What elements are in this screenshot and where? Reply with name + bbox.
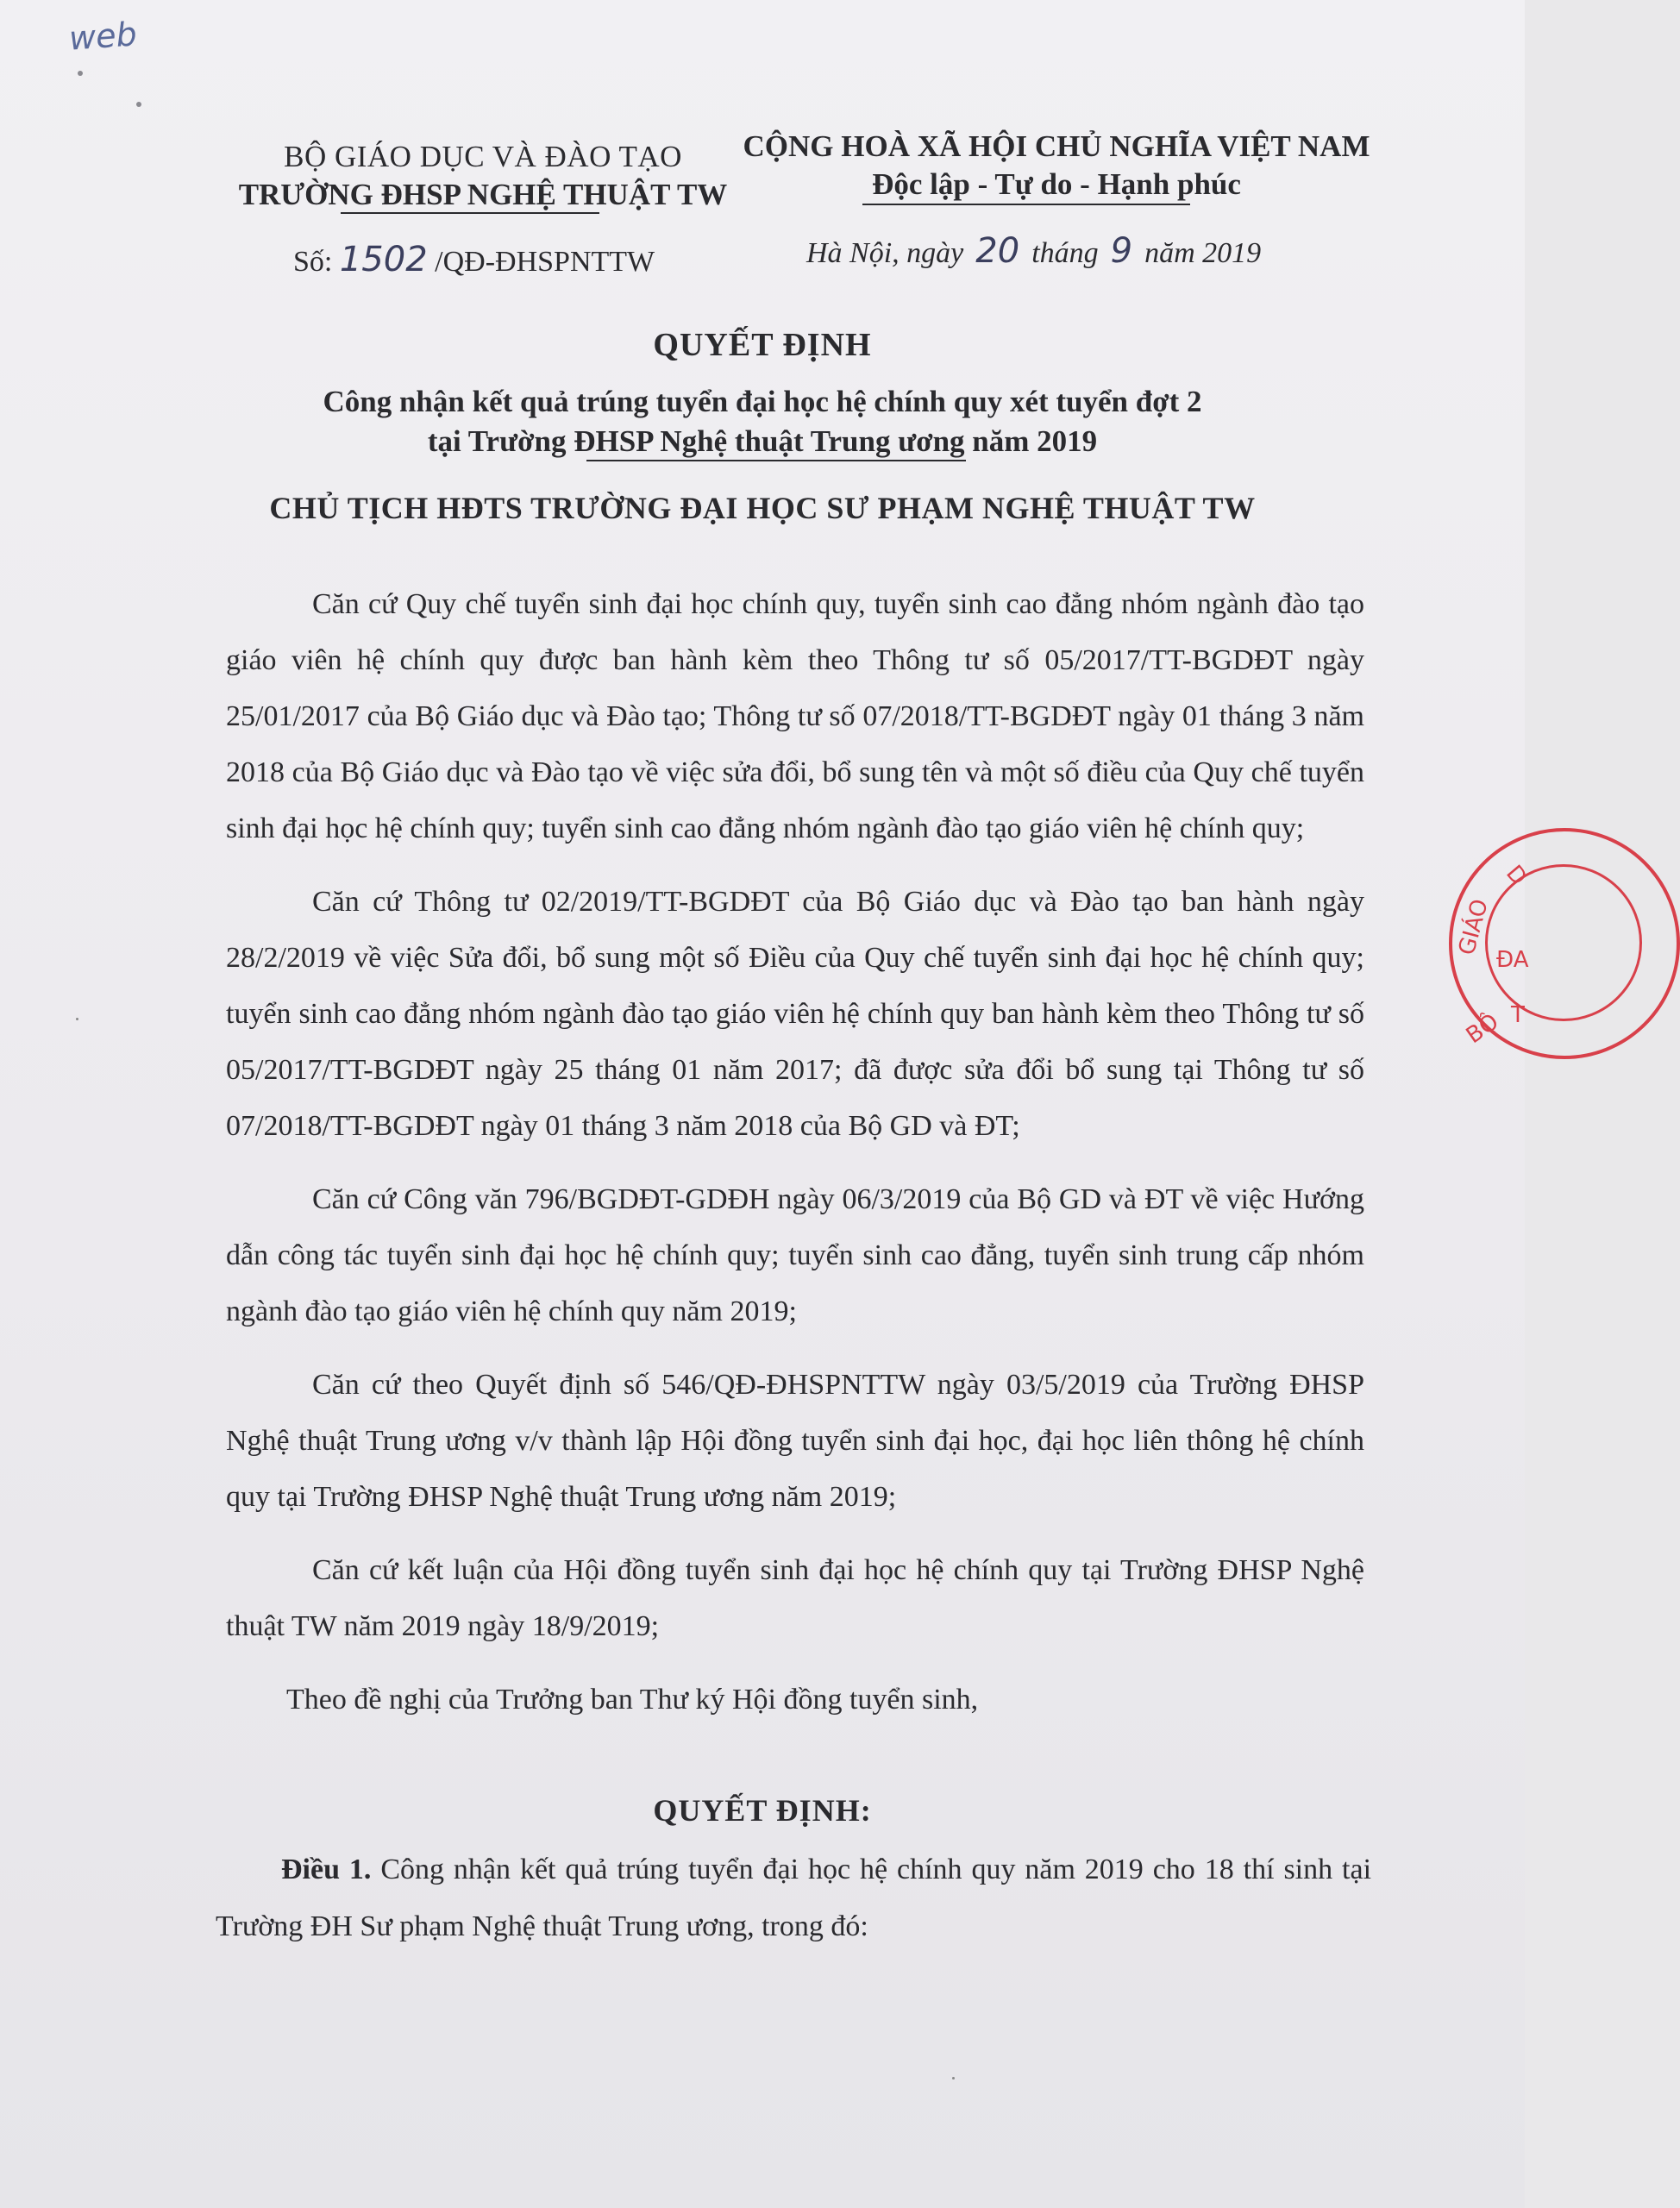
basis-paragraph: Căn cứ kết luận của Hội đồng tuyển sinh đại học hệ chính quy tại Trường ĐHSP Nghệ thuật TW năm 2019 ngày 18/9/2019;	[226, 1554, 1364, 1642]
number-suffix: /QĐ-ĐHSPNTTW	[435, 246, 655, 278]
basis-paragraph: Căn cứ Thông tư 02/2019/TT-BGDĐT của Bộ Giáo dục và Đào tạo ban hành ngày 28/2/2019 về việc Sửa đổi, bổ sung một số Điều của Quy chế tuyển sinh đại học hệ chính quy; tuyển sinh cao đẳng nhóm ngành đào tạo giáo viên hệ chính quy ban hành kèm theo Thông tư số 05/2017/TT-BGDĐT ngày 25 tháng 01 năm 2017; đã được sửa đổi bổ sung tại Thông tư số 07/2018/TT-BGDĐT ngày 01 tháng 3 năm 2018 của Bộ GD và ĐT;	[226, 886, 1364, 1142]
issuing-authority: CHỦ TỊCH HĐTS TRƯỜNG ĐẠI HỌC SƯ PHẠM NGHỆ THUẬT TW	[269, 491, 1256, 525]
date-year: năm 2019	[1144, 237, 1262, 269]
basis-paragraph: Căn cứ Công văn 796/BGDĐT-GDĐH ngày 06/3/2019 của Bộ GD và ĐT về việc Hướng dẫn công tác tuyển sinh đại học hệ chính quy; tuyển sinh cao đẳng, tuyển sinh trung cấp nhóm ngành đào tạo giáo viên hệ chính quy năm 2019;	[226, 1183, 1364, 1327]
seal-text: ĐA	[1496, 947, 1529, 973]
paper-speck	[76, 1018, 78, 1020]
date-month-label: tháng	[1031, 237, 1099, 269]
document-subject	[0, 382, 1525, 461]
seal-text: D	[1501, 860, 1532, 891]
subject-line-2: tại Trường ĐHSP Nghệ thuật Trung ương năm 2019	[427, 424, 1098, 458]
basis-paragraph: Căn cứ theo Quyết định số 546/QĐ-ĐHSPNTTW ngày 03/5/2019 của Trường ĐHSP Nghệ thuật Trung ương v/v thành lập Hội đồng tuyển sinh đại học, đại học liên thông hệ chính quy tại Trường ĐHSP Nghệ thuật Trung ương năm 2019;	[226, 1369, 1364, 1513]
ministry-name: BỘ GIÁO DỤC VÀ ĐÀO TẠO	[284, 140, 682, 173]
number-value: 1502	[339, 240, 428, 279]
date-day: 20	[975, 231, 1020, 271]
official-seal-inner-ring	[1485, 864, 1642, 1021]
handwritten-note: web	[67, 15, 139, 58]
subject-underline	[586, 460, 966, 461]
seal-text: GIÁO	[1453, 896, 1494, 958]
subject-line-1: Công nhận kết quả trúng tuyển đại học hệ chính quy xét tuyển đợt 2	[323, 385, 1202, 418]
issuing-organization	[216, 138, 750, 214]
number-prefix: Số:	[293, 246, 333, 278]
decision-heading: QUYẾT ĐỊNH:	[653, 1793, 872, 1828]
motto: Độc lập - Tự do - Hạnh phúc	[872, 167, 1241, 201]
date-place: Hà Nội, ngày	[806, 237, 964, 269]
proposal-paragraph: Theo đề nghị của Trưởng ban Thư ký Hội đồng tuyển sinh,	[286, 1684, 979, 1716]
school-name: TRƯỜNG ĐHSP NGHỆ THUẬT TW	[238, 178, 728, 211]
ink-dot	[136, 102, 141, 107]
country-name: CỘNG HOÀ XÃ HỘI CHỦ NGHĨA VIỆT NAM	[743, 129, 1370, 163]
header-left-underline	[341, 212, 599, 214]
document-number	[293, 240, 655, 279]
seal-text: BỘ	[1461, 1008, 1504, 1050]
national-motto	[742, 128, 1371, 204]
article-1	[216, 1841, 1371, 1955]
document-date	[806, 231, 1261, 271]
document-title: QUYẾT ĐỊNH	[653, 327, 872, 363]
article-1-text: Công nhận kết quả trúng tuyển đại học hệ chính quy năm 2019 cho 18 thí sinh tại Trường ĐH Sư phạm Nghệ thuật Trung ương, trong đó:	[216, 1854, 1372, 1942]
ink-dot	[78, 71, 83, 76]
seal-text: T	[1511, 1002, 1525, 1028]
article-1-label: Điều 1.	[281, 1854, 372, 1885]
basis-paragraph: Căn cứ Quy chế tuyển sinh đại học chính quy, tuyển sinh cao đẳng nhóm ngành đào tạo giáo viên hệ chính quy được ban hành kèm theo Thông tư số 05/2017/TT-BGDĐT ngày 25/01/2017 của Bộ Giáo dục và Đào tạo; Thông tư số 07/2018/TT-BGDĐT ngày 01 tháng 3 năm 2018 của Bộ Giáo dục và Đào tạo về việc sửa đổi, bổ sung tên và một số điều của Quy chế tuyển sinh đại học hệ chính quy; tuyển sinh cao đẳng nhóm ngành đào tạo giáo viên hệ chính quy;	[226, 588, 1364, 844]
header-right-underline	[862, 204, 1190, 205]
document-body	[226, 576, 1364, 1745]
paper-speck	[952, 2077, 955, 2079]
date-month: 9	[1110, 231, 1133, 271]
